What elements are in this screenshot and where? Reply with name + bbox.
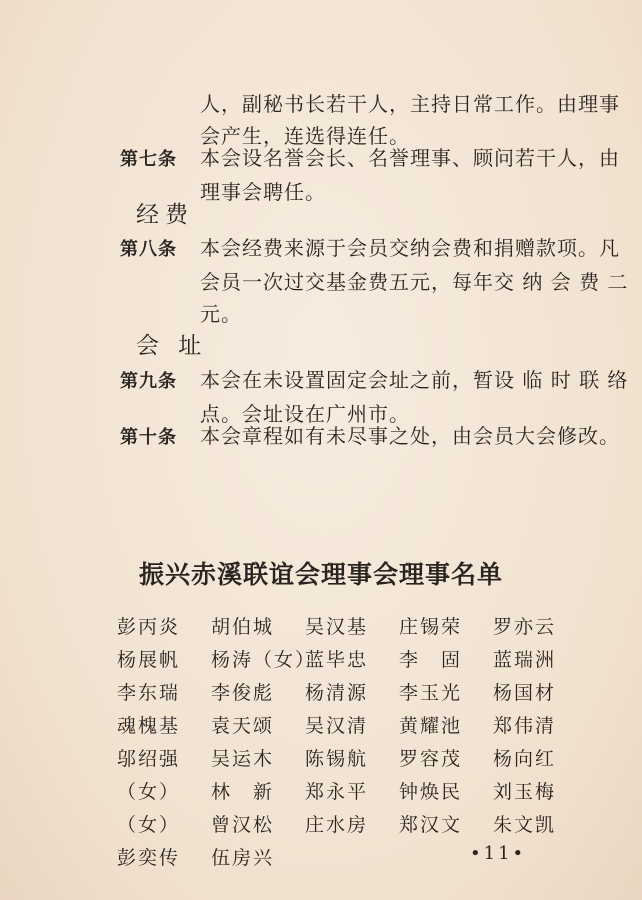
name-cell: 蓝瑞洲 bbox=[493, 649, 557, 671]
name-cell: 李玉光 bbox=[399, 682, 463, 704]
name-cell: 杨清源 bbox=[305, 682, 369, 704]
name-cell: 钟焕民 bbox=[399, 781, 463, 803]
page-number: •11• bbox=[470, 843, 527, 864]
name-cell: 吴汉清 bbox=[305, 715, 369, 737]
name-cell: 庄水房 bbox=[305, 814, 369, 836]
article-label: 第七条 bbox=[120, 149, 177, 170]
text-line: 本会章程如有未尽事之处，由会员大会修改。 bbox=[200, 424, 620, 448]
section-heading-funds: 经费 bbox=[136, 202, 194, 228]
text-line: 本会经费来源于会员交纳会费和捐赠款项。凡 bbox=[200, 236, 620, 260]
text-line: 理事会聘任。 bbox=[200, 180, 326, 204]
text-line: 点。会址设在广州市。 bbox=[200, 402, 410, 426]
article-label: 第九条 bbox=[120, 371, 177, 392]
name-cell: （女） bbox=[117, 781, 181, 803]
text-line: 会产生，连选得连任。 bbox=[200, 124, 410, 148]
name-cell: 袁天颂 bbox=[211, 715, 275, 737]
text-line: 元。 bbox=[200, 302, 242, 326]
name-cell: 杨展帆 bbox=[117, 649, 181, 671]
text-line: 本会设名誉会长、名誉理事、顾问若干人，由 bbox=[200, 146, 620, 170]
name-cell: 黄耀池 bbox=[399, 715, 463, 737]
name-cell: 李俊彪 bbox=[211, 682, 275, 704]
name-cell: 魂槐基 bbox=[117, 715, 181, 737]
name-cell: 杨涛（女） bbox=[211, 649, 317, 671]
section-heading-address: 会 址 bbox=[136, 333, 208, 359]
article-label: 第八条 bbox=[120, 239, 177, 260]
name-cell: 杨向红 bbox=[493, 748, 557, 770]
name-cell: 邬绍强 bbox=[117, 748, 181, 770]
name-grid bbox=[117, 612, 587, 876]
name-cell: 郑汉文 bbox=[399, 814, 463, 836]
name-cell: 吴运木 bbox=[211, 748, 275, 770]
name-cell: 胡伯城 bbox=[211, 616, 275, 638]
name-cell: 杨国材 bbox=[493, 682, 557, 704]
name-cell: 庄锡荣 bbox=[399, 616, 463, 638]
name-cell: 罗亦云 bbox=[493, 616, 557, 638]
name-cell: 郑伟清 bbox=[493, 715, 557, 737]
name-cell: 彭丙炎 bbox=[117, 616, 181, 638]
name-cell: 李 固 bbox=[399, 649, 463, 671]
text-line: 人，副秘书长若干人，主持日常工作。由理事 bbox=[200, 92, 620, 116]
text-line: 本会在未设置固定会址之前，暂设 临 时 联 络 bbox=[200, 368, 629, 392]
name-cell: 朱文凯 bbox=[493, 814, 557, 836]
article-label: 第十条 bbox=[120, 427, 177, 448]
name-cell: 罗容茂 bbox=[399, 748, 463, 770]
name-list-title: 振兴赤溪联谊会理事会理事名单 bbox=[138, 560, 503, 589]
name-cell: 刘玉梅 bbox=[493, 781, 557, 803]
name-cell: 彭奕传 bbox=[117, 847, 181, 869]
article-10 bbox=[120, 420, 620, 454]
name-cell: 吴汉基 bbox=[305, 616, 369, 638]
name-cell: 蓝毕忠 bbox=[305, 649, 369, 671]
name-cell: 李东瑞 bbox=[117, 682, 181, 704]
name-cell: （女） bbox=[117, 814, 181, 836]
text-line: 会员一次过交基金费五元，每年交 纳 会 费 二 bbox=[200, 270, 629, 294]
name-cell: 伍房兴 bbox=[211, 847, 275, 869]
article-8 bbox=[120, 232, 629, 330]
name-cell: 郑永平 bbox=[305, 781, 369, 803]
name-cell: 林 新 bbox=[211, 781, 275, 803]
name-cell: 陈锡航 bbox=[305, 748, 369, 770]
name-cell: 曾汉松 bbox=[211, 814, 275, 836]
